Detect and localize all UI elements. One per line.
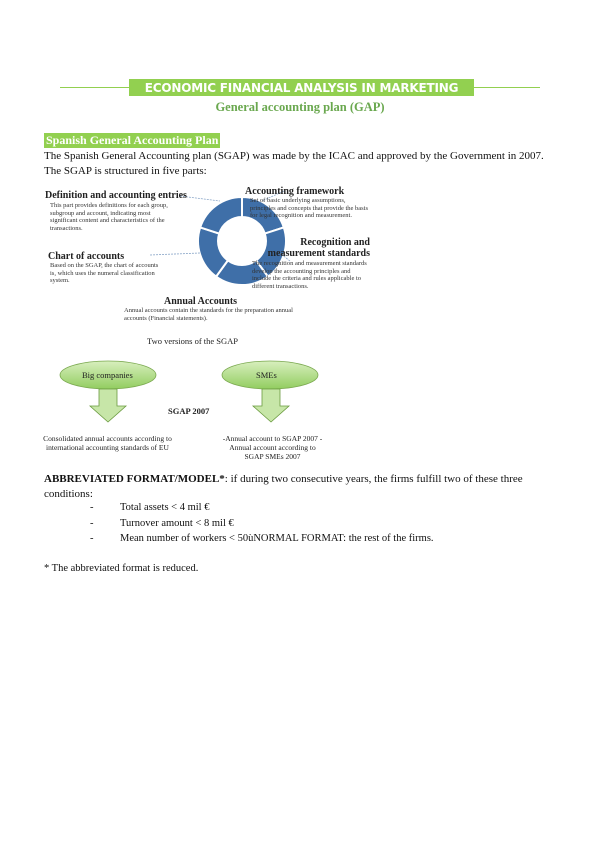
list-dash: - <box>90 502 94 513</box>
condition-item <box>90 517 234 531</box>
big-companies-description: Consolidated annual accounts according to international accounting standards of EU <box>43 434 172 452</box>
part-title: Recognition and measurement standards <box>267 237 370 259</box>
part-description: Based on the SGAP, the chart of accounts is, which uses the numeral classification system. <box>50 262 159 285</box>
list-dash: - <box>90 518 94 529</box>
smes-label: SMEs <box>256 370 277 380</box>
title-rule-right <box>474 87 540 88</box>
abbreviated-format-label: ABBREVIATED FORMAT/MODEL* <box>44 473 225 485</box>
title-rule-left <box>60 87 129 88</box>
part-description: This part provides definitions for each group, subgroup and account, indicating most significant content and characteristics of the transactions. <box>50 202 168 232</box>
down-arrow <box>253 389 289 422</box>
condition-text: Total assets < 4 mil € <box>120 502 210 513</box>
intro-paragraph: The Spanish General Accounting plan (SGAP) was made by the ICAC and approved by the Government in 2007. The SGAP is structured in five parts: <box>44 150 544 177</box>
part-description: The recognition and measurement standards develop the accounting principles and include the criteria and rules applicable to different transactions. <box>252 260 367 290</box>
condition-text: Mean number of workers < 50ùNORMAL FORMAT: the rest of the firms. <box>120 533 434 544</box>
part-title: Definition and accounting entries <box>45 190 187 201</box>
footnote: * The abbreviated format is reduced. <box>44 563 199 574</box>
sgap-parts-diagram <box>40 183 370 325</box>
condition-item <box>90 532 434 546</box>
part-title: Accounting framework <box>245 186 345 197</box>
sgap-2007-label: SGAP 2007 <box>168 406 210 416</box>
part-description: Annual accounts contain the standards for the preparation annual accounts (Financial statements). <box>124 307 293 322</box>
part-title: Annual Accounts <box>164 296 238 307</box>
smes-description: -Annual account to SGAP 2007 -Annual account according to SGAP SMEs 2007 <box>222 434 323 461</box>
big-companies-label: Big companies <box>82 370 133 380</box>
condition-item <box>90 501 209 515</box>
condition-text: Turnover amount < 8 mil € <box>120 518 234 529</box>
section-heading: Spanish General Accounting Plan <box>46 133 219 147</box>
part-description: Set of basic underlying assumptions, principles and concepts that provide the basis for legal recognition and measurement. <box>250 197 369 220</box>
document-subtitle: General accounting plan (GAP) <box>215 100 385 114</box>
abbreviated-format-paragraph <box>44 472 544 502</box>
sgap-versions-diagram <box>30 336 350 472</box>
cycle-segment <box>200 197 242 234</box>
list-dash: - <box>90 533 94 544</box>
abbreviated-format-text: : if during two consecutive years, the firms fulfill two of these three conditions: <box>44 473 523 500</box>
document-title: ECONOMIC FINANCIAL ANALYSIS IN MARKETING <box>129 79 474 96</box>
versions-title: Two versions of the SGAP <box>147 336 239 346</box>
part-title: Chart of accounts <box>48 251 125 262</box>
down-arrow <box>90 389 126 422</box>
